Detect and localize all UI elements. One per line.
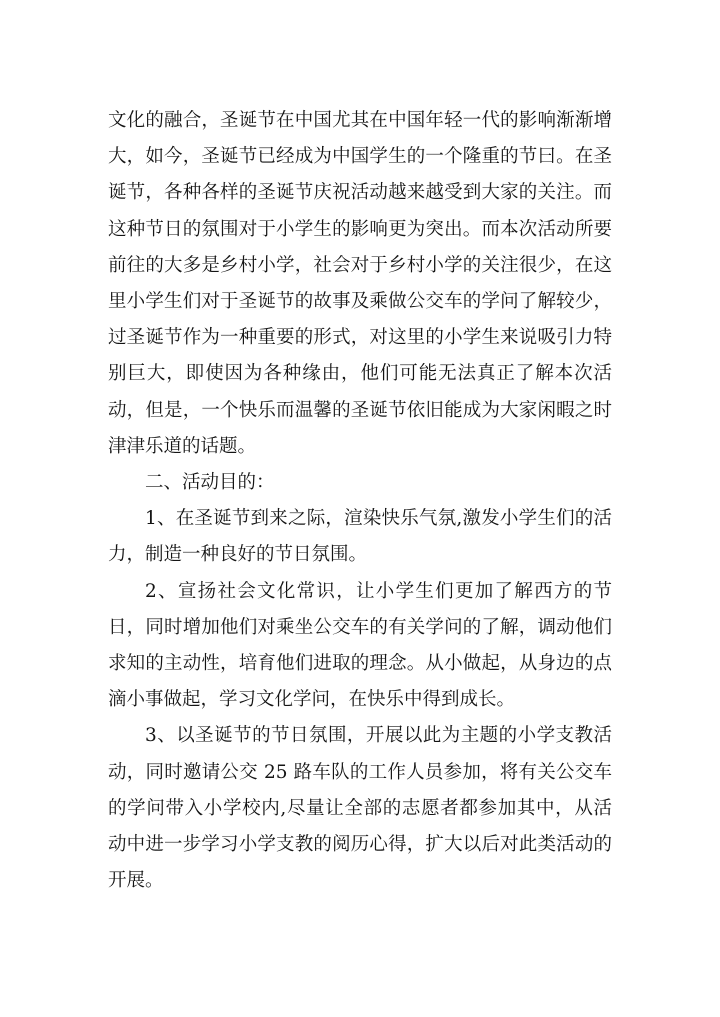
goal-paragraph-2: 2、宣扬社会文化常识，让小学生们更加了解西方的节日，同时增加他们对乘坐公交车的有关学问的了解，调动他们求知的主动性，培育他们进取的理念。从小做起，从身边的点滴小事做起，学习文化学问，在快乐中得到成长。: [108, 580, 612, 711]
goal-paragraph-1: 1、在圣诞节到来之际，渲染快乐气氛,激发小学生们的活力，制造一种良好的节日氛围。: [108, 508, 612, 566]
goal-paragraph-3: 3、以圣诞节的节日氛围，开展以此为主题的小学支教活动，同时邀请公交 25 路车队的工作人员参加，将有关公交车的学问带入小学校内,尽量让全部的志愿者都参加其中，从活动中进一步学习小学支教的阅历心得，扩大以后对此类活动的开展。: [108, 725, 612, 892]
background-paragraph: 文化的融合，圣诞节在中国尤其在中国年轻一代的影响渐渐增大，如今，圣诞节已经成为中国学生的一个隆重的节曰。在圣诞节，各种各样的圣诞节庆祝活动越来越受到大家的关注。而这种节日的氛围对于小学生的影响更为突出。而本次活动所要前往的大多是乡村小学，社会对于乡村小学的关注很少，在这里小学生们对于圣诞节的故事及乘做公交车的学问了解较少，过圣诞节作为一种重要的形式，对这里的小学生来说吸引力特别巨大，即使因为各种缘由，他们可能无法真正了解本次活动，但是，一个快乐而温馨的圣诞节依旧能成为大家闲暇之时津津乐道的话题。: [108, 110, 612, 457]
section-heading-activity-goals: 二、活动目的：: [145, 472, 275, 494]
document-page: [108, 103, 612, 899]
